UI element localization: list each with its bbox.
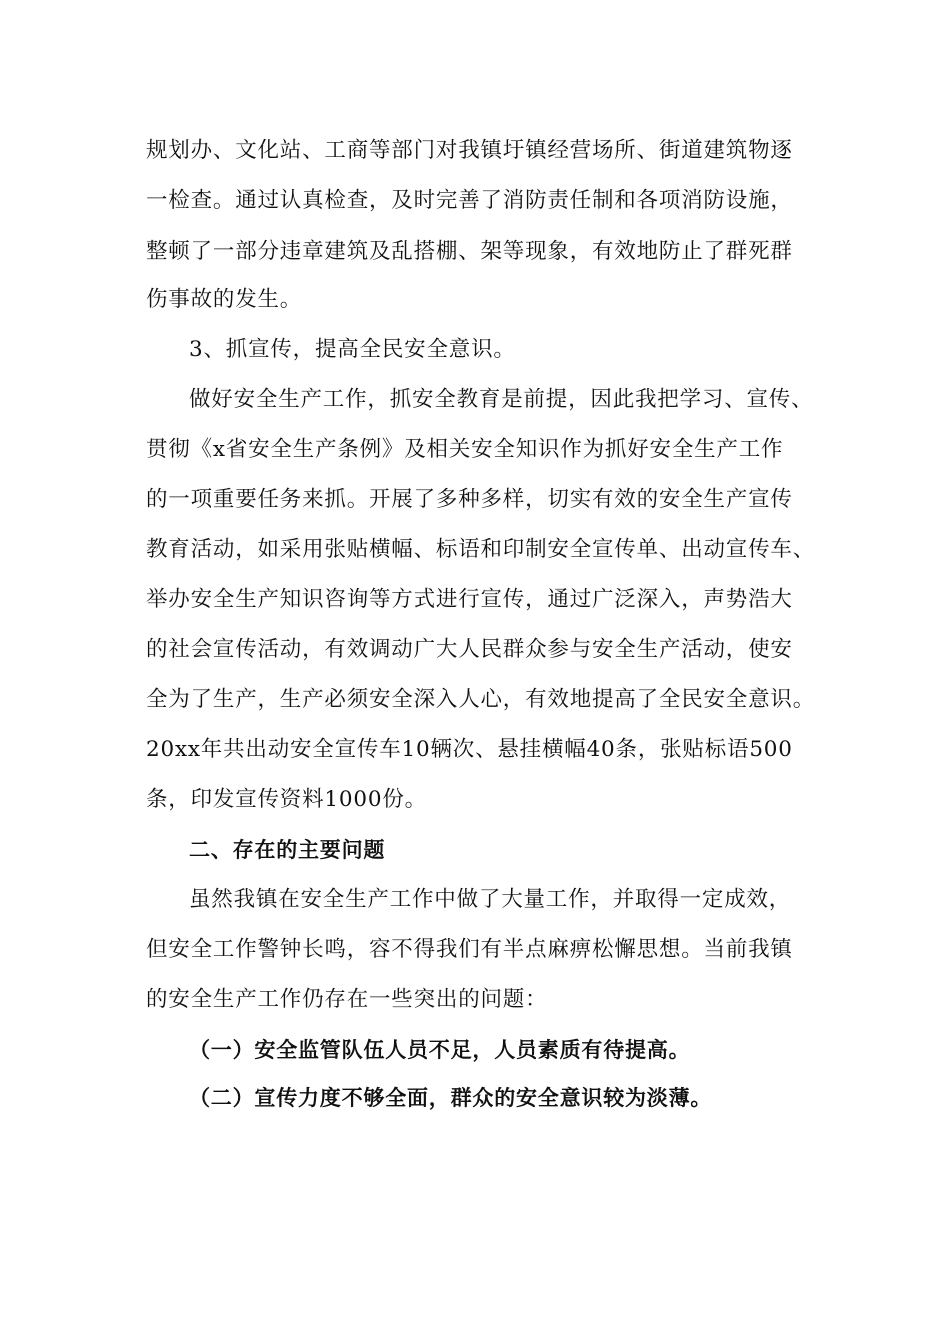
body-line: 的一项重要任务来抓。开展了多种多样，切实有效的安全生产宣传 xyxy=(146,487,793,512)
paragraph-start: 做好安全生产工作，抓安全教育是前提，因此我把学习、宣传、 xyxy=(189,387,814,412)
body-line: 的社会宣传活动，有效调动广大人民群众参与安全生产活动，使安 xyxy=(146,637,793,662)
problem-item-1: （一）安全监管队伍人员不足，人员素质有待提高。 xyxy=(189,1038,691,1062)
body-line: 全为了生产，生产必须安全深入人心，有效地提高了全民安全意识。 xyxy=(146,687,816,712)
body-line: 一检查。通过认真检查，及时完善了消防责任制和各项消防设施， xyxy=(146,188,793,213)
body-line: 的安全生产工作仍存在一些突出的问题： xyxy=(146,987,548,1012)
paragraph-start: 虽然我镇在安全生产工作中做了大量工作，并取得一定成效， xyxy=(189,887,792,912)
body-line: 规划办、文化站、工商等部门对我镇圩镇经营场所、街道建筑物逐 xyxy=(146,138,793,163)
body-line: 20xx年共出动安全宣传车10辆次、悬挂横幅40条，张贴标语500 xyxy=(146,737,793,762)
problem-item-2: （二）宣传力度不够全面，群众的安全意识较为淡薄。 xyxy=(189,1086,713,1110)
section-heading-3: 3、抓宣传，提高全民安全意识。 xyxy=(189,337,516,362)
body-line: 伤事故的发生。 xyxy=(146,287,303,312)
body-line: 举办安全生产知识咨询等方式进行宣传，通过广泛深入，声势浩大 xyxy=(146,587,793,612)
body-line: 但安全工作警钟长鸣，容不得我们有半点麻痹松懈思想。当前我镇 xyxy=(146,937,793,962)
body-line: 整顿了一部分违章建筑及乱搭棚、架等现象，有效地防止了群死群 xyxy=(146,239,793,264)
body-line: 教育活动，如采用张贴横幅、标语和印制安全宣传单、出动宣传车、 xyxy=(146,537,816,562)
body-line: 贯彻《x省安全生产条例》及相关安全知识作为抓好安全生产工作 xyxy=(146,437,784,462)
body-line: 条，印发宣传资料1000份。 xyxy=(146,787,427,812)
chapter-heading: 二、存在的主要问题 xyxy=(189,838,386,862)
